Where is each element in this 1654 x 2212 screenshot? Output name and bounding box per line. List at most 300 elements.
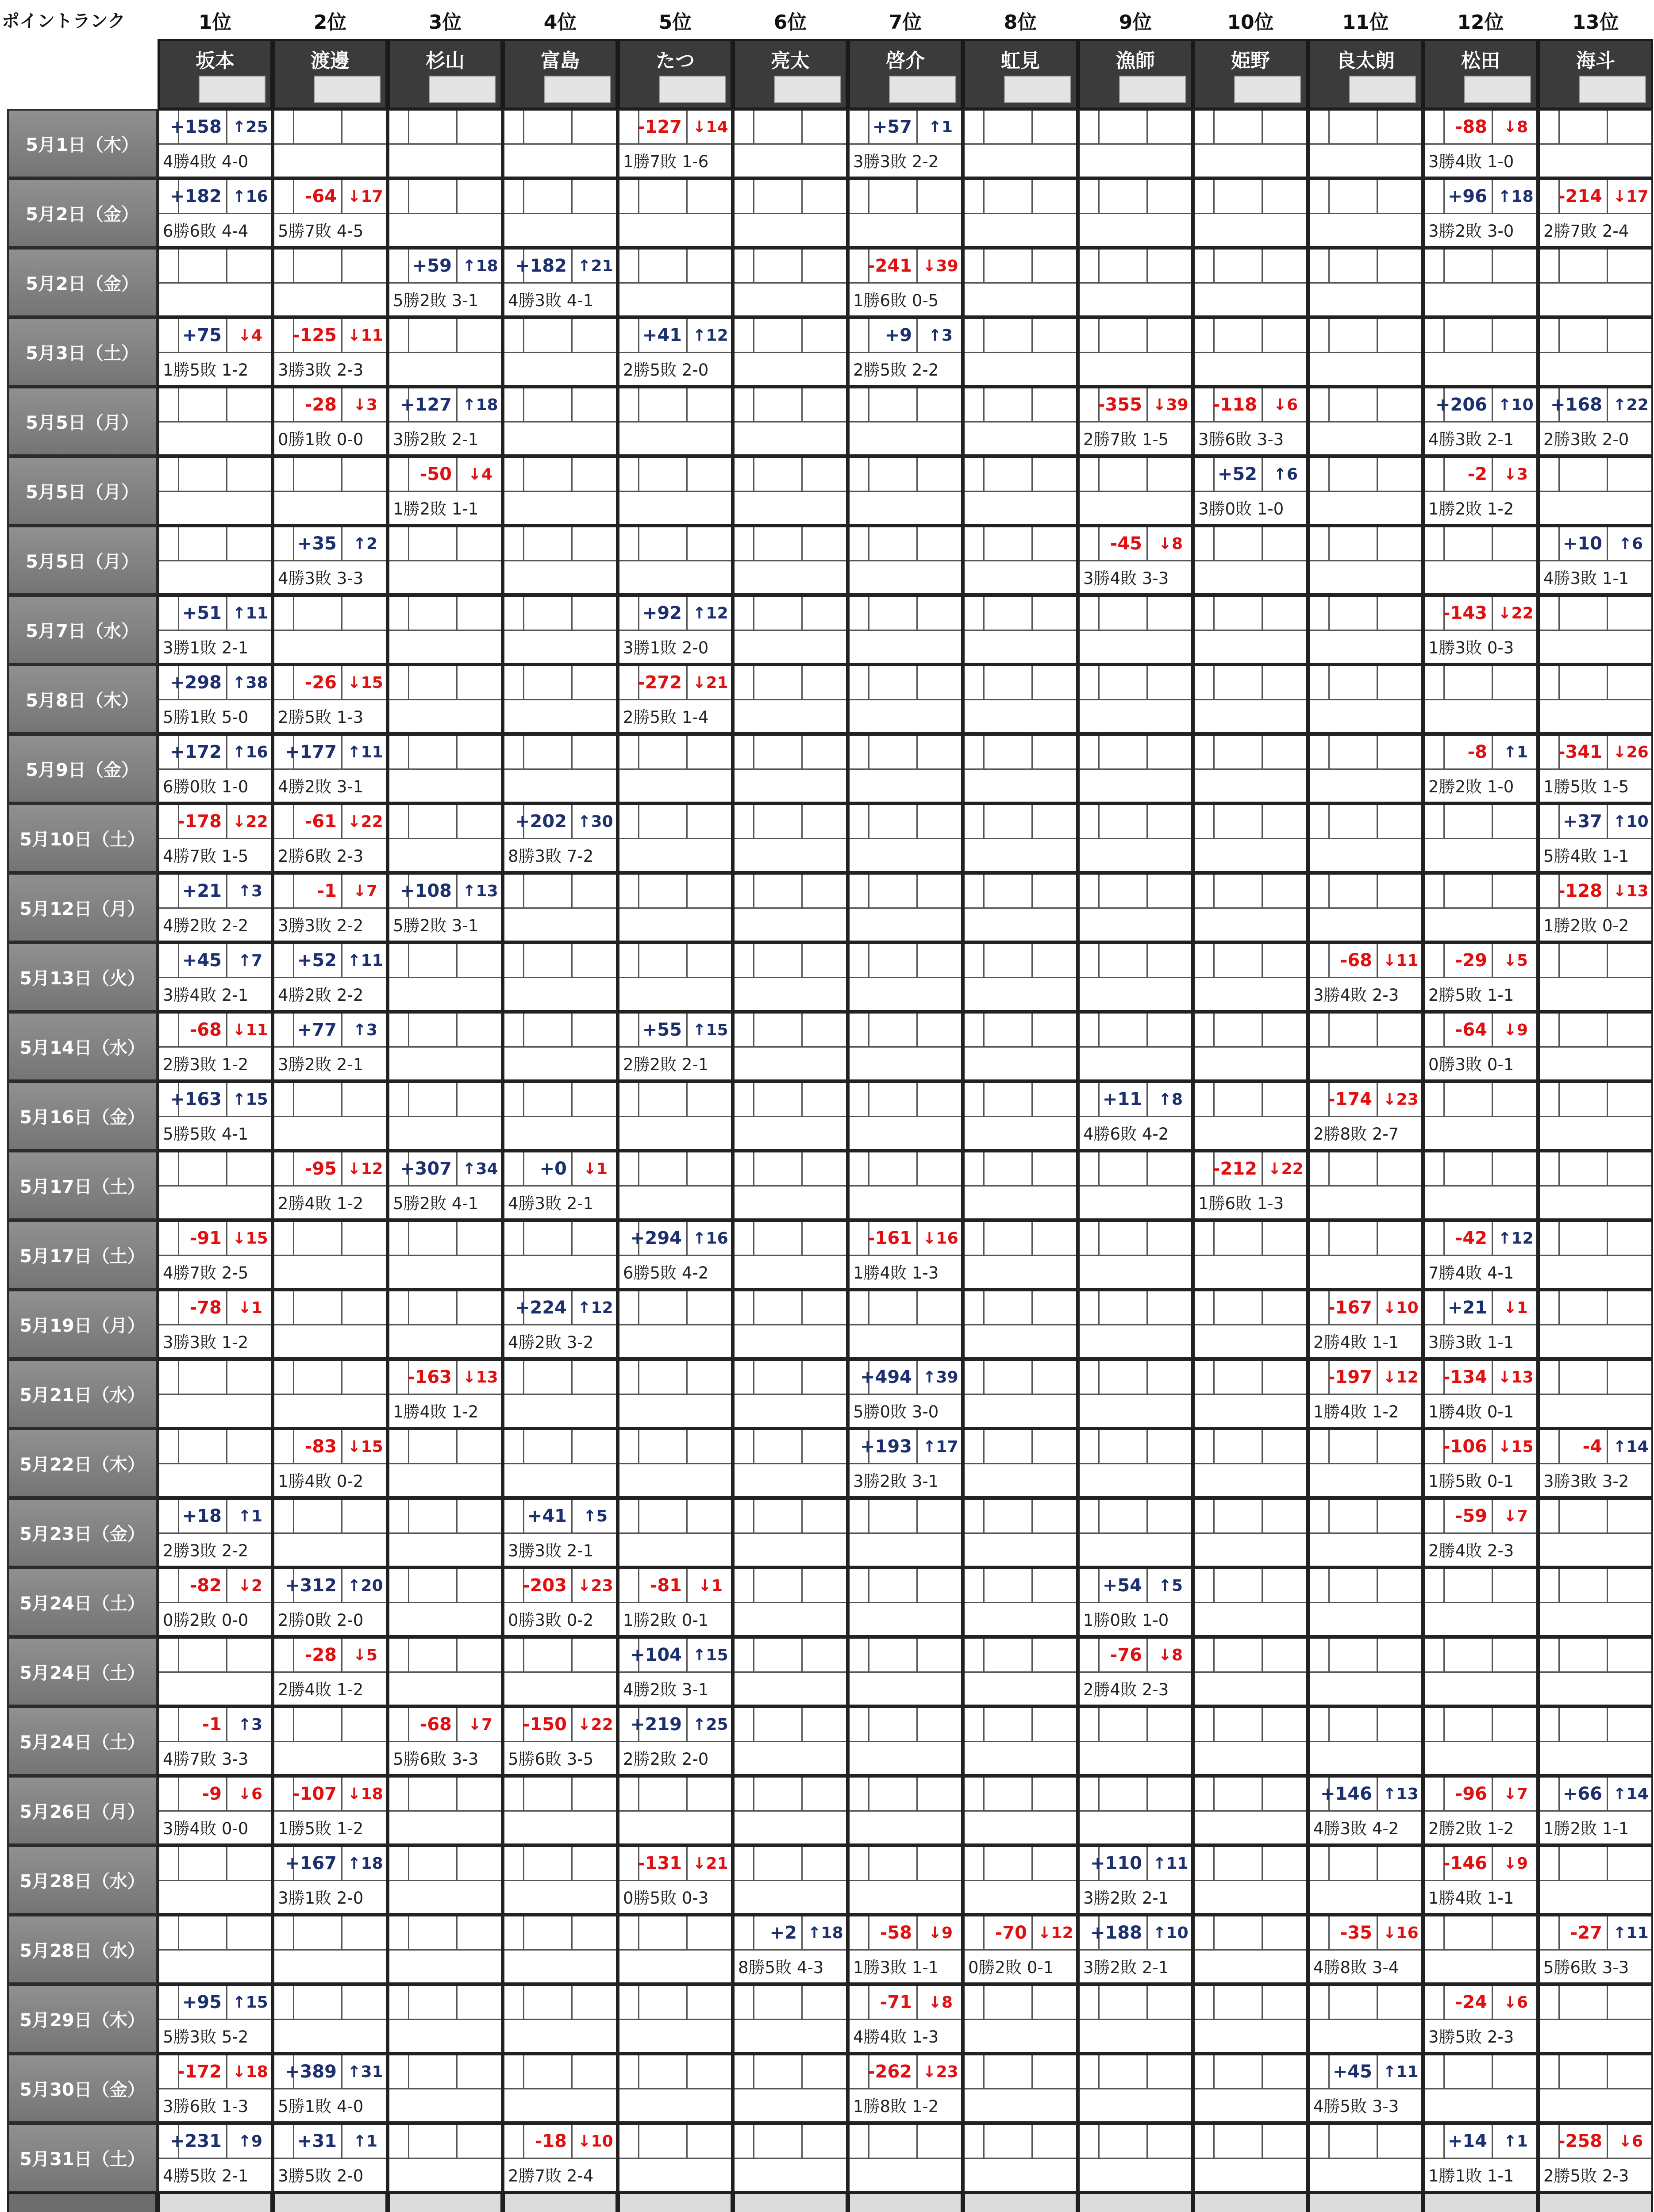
score-cell[interactable] xyxy=(1423,2123,1538,2193)
score-cell[interactable] xyxy=(388,1567,503,1637)
score-cell[interactable] xyxy=(848,595,963,664)
score-cell[interactable] xyxy=(848,317,963,387)
score-cell[interactable] xyxy=(1308,248,1423,317)
score-cell[interactable] xyxy=(1538,734,1653,803)
score-cell[interactable] xyxy=(503,873,618,942)
score-cell[interactable] xyxy=(1538,1290,1653,1359)
score-cell[interactable] xyxy=(158,1429,273,1498)
player-input-box[interactable] xyxy=(1234,76,1301,103)
score-cell[interactable] xyxy=(388,1429,503,1498)
score-cell[interactable] xyxy=(1193,2054,1308,2123)
score-cell[interactable] xyxy=(1308,2054,1423,2123)
score-cell[interactable] xyxy=(733,1845,848,1915)
score-cell[interactable] xyxy=(388,803,503,873)
score-cell[interactable] xyxy=(1538,1359,1653,1429)
score-cell[interactable] xyxy=(618,317,733,387)
score-cell[interactable] xyxy=(388,1359,503,1429)
score-cell[interactable] xyxy=(848,1915,963,1984)
score-cell[interactable] xyxy=(848,109,963,178)
score-cell[interactable] xyxy=(503,1429,618,1498)
score-cell[interactable] xyxy=(733,248,848,317)
score-cell[interactable] xyxy=(1538,1151,1653,1220)
score-cell[interactable] xyxy=(503,664,618,734)
score-cell[interactable] xyxy=(618,1012,733,1081)
score-cell[interactable] xyxy=(503,248,618,317)
score-cell[interactable] xyxy=(1078,595,1193,664)
score-cell[interactable] xyxy=(388,456,503,526)
score-cell[interactable] xyxy=(963,595,1078,664)
score-cell[interactable] xyxy=(1538,1498,1653,1567)
score-cell[interactable] xyxy=(848,1429,963,1498)
score-cell[interactable] xyxy=(1308,1845,1423,1915)
score-cell[interactable] xyxy=(1078,1706,1193,1776)
score-cell[interactable] xyxy=(1423,1567,1538,1637)
score-cell[interactable] xyxy=(273,1637,388,1706)
score-cell[interactable] xyxy=(1423,1776,1538,1845)
score-cell[interactable] xyxy=(1308,1081,1423,1151)
score-cell[interactable] xyxy=(1423,1081,1538,1151)
score-cell[interactable] xyxy=(503,1220,618,1290)
score-cell[interactable] xyxy=(1308,1220,1423,1290)
score-cell[interactable] xyxy=(273,1776,388,1845)
score-cell[interactable] xyxy=(1193,456,1308,526)
score-cell[interactable] xyxy=(848,1498,963,1567)
score-cell[interactable] xyxy=(158,1290,273,1359)
score-cell[interactable] xyxy=(733,942,848,1012)
score-cell[interactable] xyxy=(963,387,1078,456)
score-cell[interactable] xyxy=(733,1984,848,2054)
score-cell[interactable] xyxy=(1423,664,1538,734)
score-cell[interactable] xyxy=(618,1290,733,1359)
score-cell[interactable] xyxy=(388,873,503,942)
score-cell[interactable] xyxy=(158,1220,273,1290)
score-cell[interactable] xyxy=(733,2123,848,2193)
score-cell[interactable] xyxy=(273,1429,388,1498)
score-cell[interactable] xyxy=(273,178,388,248)
score-cell[interactable] xyxy=(848,1151,963,1220)
score-cell[interactable] xyxy=(963,2054,1078,2123)
score-cell[interactable] xyxy=(158,248,273,317)
score-cell[interactable] xyxy=(618,2054,733,2123)
score-cell[interactable] xyxy=(1193,595,1308,664)
score-cell[interactable] xyxy=(1423,456,1538,526)
score-cell[interactable] xyxy=(158,109,273,178)
score-cell[interactable] xyxy=(618,1151,733,1220)
score-cell[interactable] xyxy=(1078,1498,1193,1567)
score-cell[interactable] xyxy=(1538,1776,1653,1845)
score-cell[interactable] xyxy=(1423,526,1538,595)
score-cell[interactable] xyxy=(273,456,388,526)
score-cell[interactable] xyxy=(618,1984,733,2054)
score-cell[interactable] xyxy=(618,1845,733,1915)
score-cell[interactable] xyxy=(503,734,618,803)
score-cell[interactable] xyxy=(158,1359,273,1429)
score-cell[interactable] xyxy=(733,456,848,526)
score-cell[interactable] xyxy=(388,178,503,248)
score-cell[interactable] xyxy=(963,803,1078,873)
score-cell[interactable] xyxy=(963,1984,1078,2054)
score-cell[interactable] xyxy=(963,178,1078,248)
score-cell[interactable] xyxy=(388,942,503,1012)
score-cell[interactable] xyxy=(1193,1984,1308,2054)
score-cell[interactable] xyxy=(1078,664,1193,734)
score-cell[interactable] xyxy=(1308,803,1423,873)
score-cell[interactable] xyxy=(618,456,733,526)
score-cell[interactable] xyxy=(1308,178,1423,248)
score-cell[interactable] xyxy=(618,248,733,317)
score-cell[interactable] xyxy=(1538,595,1653,664)
score-cell[interactable] xyxy=(158,1706,273,1776)
score-cell[interactable] xyxy=(733,1220,848,1290)
score-cell[interactable] xyxy=(963,248,1078,317)
score-cell[interactable] xyxy=(1423,248,1538,317)
score-cell[interactable] xyxy=(1193,1429,1308,1498)
score-cell[interactable] xyxy=(733,1637,848,1706)
score-cell[interactable] xyxy=(388,1151,503,1220)
score-cell[interactable] xyxy=(1308,1915,1423,1984)
score-cell[interactable] xyxy=(1078,317,1193,387)
score-cell[interactable] xyxy=(1308,1151,1423,1220)
score-cell[interactable] xyxy=(503,1915,618,1984)
score-cell[interactable] xyxy=(1308,1498,1423,1567)
score-cell[interactable] xyxy=(1423,1359,1538,1429)
score-cell[interactable] xyxy=(1538,664,1653,734)
score-cell[interactable] xyxy=(503,1984,618,2054)
score-cell[interactable] xyxy=(848,1290,963,1359)
player-input-box[interactable] xyxy=(889,76,956,103)
score-cell[interactable] xyxy=(388,387,503,456)
score-cell[interactable] xyxy=(963,456,1078,526)
score-cell[interactable] xyxy=(1423,178,1538,248)
score-cell[interactable] xyxy=(388,317,503,387)
score-cell[interactable] xyxy=(963,1706,1078,1776)
score-cell[interactable] xyxy=(1308,1012,1423,1081)
score-cell[interactable] xyxy=(1538,1567,1653,1637)
score-cell[interactable] xyxy=(1193,1359,1308,1429)
player-input-box[interactable] xyxy=(1349,76,1416,103)
score-cell[interactable] xyxy=(1308,387,1423,456)
score-cell[interactable] xyxy=(1193,1915,1308,1984)
player-input-box[interactable] xyxy=(314,76,381,103)
score-cell[interactable] xyxy=(963,1776,1078,1845)
score-cell[interactable] xyxy=(273,942,388,1012)
score-cell[interactable] xyxy=(1538,387,1653,456)
score-cell[interactable] xyxy=(158,317,273,387)
score-cell[interactable] xyxy=(848,803,963,873)
score-cell[interactable] xyxy=(848,942,963,1012)
score-cell[interactable] xyxy=(618,595,733,664)
score-cell[interactable] xyxy=(158,1081,273,1151)
score-cell[interactable] xyxy=(733,873,848,942)
score-cell[interactable] xyxy=(388,1637,503,1706)
score-cell[interactable] xyxy=(273,595,388,664)
score-cell[interactable] xyxy=(1193,178,1308,248)
score-cell[interactable] xyxy=(273,1220,388,1290)
score-cell[interactable] xyxy=(618,1429,733,1498)
player-input-box[interactable] xyxy=(1579,76,1646,103)
score-cell[interactable] xyxy=(1078,526,1193,595)
score-cell[interactable] xyxy=(1308,1637,1423,1706)
score-cell[interactable] xyxy=(388,1290,503,1359)
score-cell[interactable] xyxy=(273,317,388,387)
score-cell[interactable] xyxy=(1423,2054,1538,2123)
score-cell[interactable] xyxy=(1423,1012,1538,1081)
score-cell[interactable] xyxy=(733,109,848,178)
score-cell[interactable] xyxy=(733,595,848,664)
score-cell[interactable] xyxy=(158,1915,273,1984)
score-cell[interactable] xyxy=(1193,387,1308,456)
score-cell[interactable] xyxy=(963,1567,1078,1637)
score-cell[interactable] xyxy=(1423,1220,1538,1290)
score-cell[interactable] xyxy=(1423,595,1538,664)
score-cell[interactable] xyxy=(733,317,848,387)
score-cell[interactable] xyxy=(503,1637,618,1706)
score-cell[interactable] xyxy=(273,1845,388,1915)
score-cell[interactable] xyxy=(503,2054,618,2123)
score-cell[interactable] xyxy=(388,1845,503,1915)
score-cell[interactable] xyxy=(1308,1776,1423,1845)
score-cell[interactable] xyxy=(273,387,388,456)
score-cell[interactable] xyxy=(158,803,273,873)
score-cell[interactable] xyxy=(618,109,733,178)
score-cell[interactable] xyxy=(618,664,733,734)
score-cell[interactable] xyxy=(733,387,848,456)
score-cell[interactable] xyxy=(618,1776,733,1845)
score-cell[interactable] xyxy=(273,109,388,178)
score-cell[interactable] xyxy=(1423,1290,1538,1359)
score-cell[interactable] xyxy=(1078,1429,1193,1498)
score-cell[interactable] xyxy=(618,873,733,942)
score-cell[interactable] xyxy=(503,387,618,456)
score-cell[interactable] xyxy=(1423,1984,1538,2054)
score-cell[interactable] xyxy=(1423,942,1538,1012)
score-cell[interactable] xyxy=(963,2123,1078,2193)
score-cell[interactable] xyxy=(848,456,963,526)
score-cell[interactable] xyxy=(1538,1637,1653,1706)
score-cell[interactable] xyxy=(1423,1637,1538,1706)
score-cell[interactable] xyxy=(848,1567,963,1637)
score-cell[interactable] xyxy=(388,1984,503,2054)
score-cell[interactable] xyxy=(1308,1290,1423,1359)
score-cell[interactable] xyxy=(733,1012,848,1081)
score-cell[interactable] xyxy=(158,2054,273,2123)
score-cell[interactable] xyxy=(963,1220,1078,1290)
score-cell[interactable] xyxy=(158,1637,273,1706)
score-cell[interactable] xyxy=(388,1776,503,1845)
score-cell[interactable] xyxy=(618,2123,733,2193)
score-cell[interactable] xyxy=(1538,2123,1653,2193)
score-cell[interactable] xyxy=(158,734,273,803)
score-cell[interactable] xyxy=(963,664,1078,734)
score-cell[interactable] xyxy=(503,456,618,526)
score-cell[interactable] xyxy=(1538,178,1653,248)
score-cell[interactable] xyxy=(1308,873,1423,942)
score-cell[interactable] xyxy=(388,595,503,664)
score-cell[interactable] xyxy=(1193,1151,1308,1220)
score-cell[interactable] xyxy=(618,1567,733,1637)
score-cell[interactable] xyxy=(1078,1290,1193,1359)
score-cell[interactable] xyxy=(963,1498,1078,1567)
score-cell[interactable] xyxy=(273,1290,388,1359)
player-input-box[interactable] xyxy=(544,76,611,103)
score-cell[interactable] xyxy=(273,248,388,317)
score-cell[interactable] xyxy=(1193,803,1308,873)
score-cell[interactable] xyxy=(618,942,733,1012)
score-cell[interactable] xyxy=(503,526,618,595)
score-cell[interactable] xyxy=(733,1290,848,1359)
score-cell[interactable] xyxy=(963,1637,1078,1706)
score-cell[interactable] xyxy=(733,178,848,248)
score-cell[interactable] xyxy=(1423,109,1538,178)
score-cell[interactable] xyxy=(1078,178,1193,248)
score-cell[interactable] xyxy=(618,526,733,595)
score-cell[interactable] xyxy=(503,1845,618,1915)
score-cell[interactable] xyxy=(848,2054,963,2123)
score-cell[interactable] xyxy=(503,1706,618,1776)
score-cell[interactable] xyxy=(618,803,733,873)
score-cell[interactable] xyxy=(273,803,388,873)
score-cell[interactable] xyxy=(273,1915,388,1984)
score-cell[interactable] xyxy=(503,178,618,248)
score-cell[interactable] xyxy=(963,1151,1078,1220)
score-cell[interactable] xyxy=(1193,109,1308,178)
score-cell[interactable] xyxy=(1193,1706,1308,1776)
score-cell[interactable] xyxy=(388,734,503,803)
score-cell[interactable] xyxy=(848,1637,963,1706)
score-cell[interactable] xyxy=(1078,1984,1193,2054)
score-cell[interactable] xyxy=(503,1012,618,1081)
score-cell[interactable] xyxy=(1308,1706,1423,1776)
score-cell[interactable] xyxy=(963,1012,1078,1081)
score-cell[interactable] xyxy=(1538,317,1653,387)
score-cell[interactable] xyxy=(1538,1915,1653,1984)
score-cell[interactable] xyxy=(1308,456,1423,526)
score-cell[interactable] xyxy=(503,1776,618,1845)
score-cell[interactable] xyxy=(273,1567,388,1637)
score-cell[interactable] xyxy=(1538,1706,1653,1776)
score-cell[interactable] xyxy=(1423,387,1538,456)
score-cell[interactable] xyxy=(1308,2123,1423,2193)
score-cell[interactable] xyxy=(1193,317,1308,387)
score-cell[interactable] xyxy=(273,1359,388,1429)
score-cell[interactable] xyxy=(963,1845,1078,1915)
score-cell[interactable] xyxy=(503,1290,618,1359)
score-cell[interactable] xyxy=(388,248,503,317)
score-cell[interactable] xyxy=(1078,734,1193,803)
score-cell[interactable] xyxy=(1078,1567,1193,1637)
score-cell[interactable] xyxy=(158,595,273,664)
score-cell[interactable] xyxy=(1193,1081,1308,1151)
score-cell[interactable] xyxy=(1078,248,1193,317)
score-cell[interactable] xyxy=(963,317,1078,387)
score-cell[interactable] xyxy=(1423,1915,1538,1984)
score-cell[interactable] xyxy=(503,109,618,178)
score-cell[interactable] xyxy=(158,1984,273,2054)
score-cell[interactable] xyxy=(503,1359,618,1429)
score-cell[interactable] xyxy=(1308,942,1423,1012)
score-cell[interactable] xyxy=(1538,248,1653,317)
score-cell[interactable] xyxy=(503,1498,618,1567)
score-cell[interactable] xyxy=(1078,1151,1193,1220)
score-cell[interactable] xyxy=(1308,734,1423,803)
score-cell[interactable] xyxy=(1193,1220,1308,1290)
score-cell[interactable] xyxy=(158,387,273,456)
score-cell[interactable] xyxy=(1078,1081,1193,1151)
score-cell[interactable] xyxy=(848,248,963,317)
score-cell[interactable] xyxy=(388,1498,503,1567)
score-cell[interactable] xyxy=(733,1429,848,1498)
score-cell[interactable] xyxy=(1193,2123,1308,2193)
score-cell[interactable] xyxy=(1538,803,1653,873)
score-cell[interactable] xyxy=(1078,1776,1193,1845)
score-cell[interactable] xyxy=(273,1081,388,1151)
score-cell[interactable] xyxy=(963,1081,1078,1151)
score-cell[interactable] xyxy=(158,1845,273,1915)
score-cell[interactable] xyxy=(963,1915,1078,1984)
score-cell[interactable] xyxy=(1078,2123,1193,2193)
score-cell[interactable] xyxy=(1423,317,1538,387)
score-cell[interactable] xyxy=(1538,942,1653,1012)
score-cell[interactable] xyxy=(848,1012,963,1081)
score-cell[interactable] xyxy=(963,734,1078,803)
score-cell[interactable] xyxy=(1423,1429,1538,1498)
score-cell[interactable] xyxy=(848,1359,963,1429)
score-cell[interactable] xyxy=(618,1359,733,1429)
score-cell[interactable] xyxy=(388,1706,503,1776)
score-cell[interactable] xyxy=(158,1012,273,1081)
score-cell[interactable] xyxy=(1078,1845,1193,1915)
score-cell[interactable] xyxy=(1423,734,1538,803)
score-cell[interactable] xyxy=(618,1220,733,1290)
score-cell[interactable] xyxy=(618,178,733,248)
score-cell[interactable] xyxy=(618,1637,733,1706)
score-cell[interactable] xyxy=(963,1359,1078,1429)
score-cell[interactable] xyxy=(1078,803,1193,873)
score-cell[interactable] xyxy=(503,942,618,1012)
score-cell[interactable] xyxy=(1078,387,1193,456)
score-cell[interactable] xyxy=(1538,526,1653,595)
score-cell[interactable] xyxy=(388,2123,503,2193)
score-cell[interactable] xyxy=(158,178,273,248)
score-cell[interactable] xyxy=(1078,109,1193,178)
score-cell[interactable] xyxy=(733,1776,848,1845)
score-cell[interactable] xyxy=(388,1915,503,1984)
score-cell[interactable] xyxy=(733,664,848,734)
score-cell[interactable] xyxy=(1423,1845,1538,1915)
score-cell[interactable] xyxy=(733,1151,848,1220)
score-cell[interactable] xyxy=(158,873,273,942)
score-cell[interactable] xyxy=(1423,1151,1538,1220)
score-cell[interactable] xyxy=(1078,1012,1193,1081)
score-cell[interactable] xyxy=(733,2054,848,2123)
score-cell[interactable] xyxy=(848,1984,963,2054)
score-cell[interactable] xyxy=(273,526,388,595)
score-cell[interactable] xyxy=(848,387,963,456)
score-cell[interactable] xyxy=(1078,942,1193,1012)
score-cell[interactable] xyxy=(733,1359,848,1429)
player-input-box[interactable] xyxy=(1464,76,1531,103)
score-cell[interactable] xyxy=(158,1151,273,1220)
score-cell[interactable] xyxy=(503,595,618,664)
score-cell[interactable] xyxy=(503,803,618,873)
score-cell[interactable] xyxy=(158,1776,273,1845)
score-cell[interactable] xyxy=(848,2123,963,2193)
score-cell[interactable] xyxy=(388,1012,503,1081)
score-cell[interactable] xyxy=(388,664,503,734)
score-cell[interactable] xyxy=(1538,1984,1653,2054)
score-cell[interactable] xyxy=(618,1081,733,1151)
score-cell[interactable] xyxy=(733,1567,848,1637)
